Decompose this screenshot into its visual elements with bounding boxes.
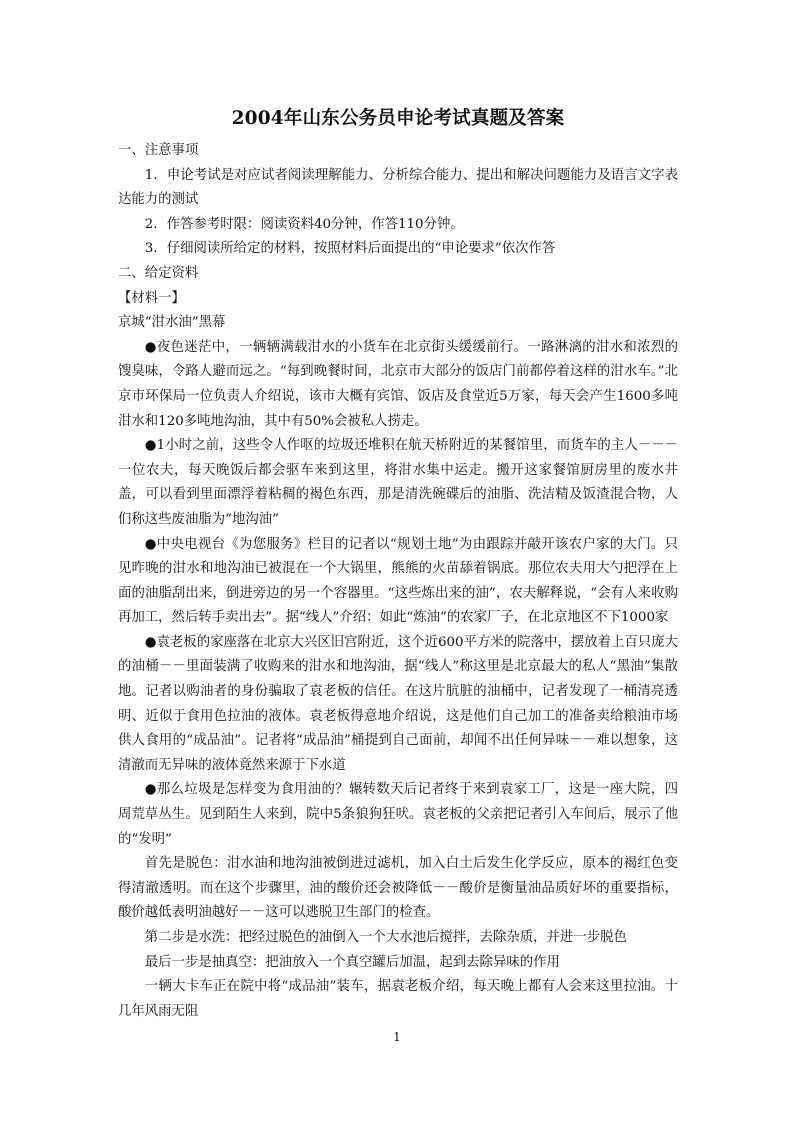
page-number: 1 [393,1030,401,1044]
section-heading: 二、给定资料 [118,265,199,281]
paragraph: 第二步是水洗：把经过脱色的油倒入一个大水池后搅拌，去除杂质，并进一步脱色 [144,930,627,945]
paragraph: 2．作答参考时限：阅读资料40分钟，作答110分钟。 [144,216,464,232]
section-heading: 京城“泔水油”黑幕 [118,315,226,331]
paragraph: ●中央电视台《为您服务》栏目的记者以“规划土地”为由跟踪并敲开该农户家的大门。只见昨晚的泔水和地沟油已被混在一个大锅里，熊熊的火苗舔着锅底。那位农夫用大勺把浮在上面的油脂刮出来，倒进旁边的另一个容器里。“这些炼出来的油”，农夫解释说，“会有人来收购再加工，然后转手卖出去”。据“线人”介绍：如此“炼油”的农家厂子，在北京地区不下1000家 [118,536,678,626]
paragraph: 1．申论考试是对应试者阅读理解能力、分析综合能力、提出和解决问题能力及语言文字表达能力的测试 [118,167,678,208]
paragraph: 3．仔细阅读所给定的材料，按照材料后面提出的“申论要求”依次作答 [144,241,556,257]
paragraph-list [118,139,678,1024]
paragraph: ●夜色迷茫中，一辆辆满载泔水的小货车在北京街头缓缓前行。一路淋漓的泔水和浓烈的馊臭味，令路人避而远之。“每到晚餐时间，北京市大部分的饭店门前都停着这样的泔水车。”北京市环保局一位负责人介绍说，该市大概有宾馆、饭店及食堂近5万家，每天会产生1600多吨泔水和120多吨地沟油，其中有50%会被私人捞走。 [118,339,678,429]
paragraph: ●1小时之前，这些令人作呕的垃圾还堆积在航天桥附近的某餐馆里，而货车的主人－－－一位农夫，每天晚饭后都会驱车来到这里，将泔水集中运走。搬开这家餐馆厨房里的废水井盖，可以看到里面漂浮着粘稠的褐色东西，那是清洗碗碟后的油脂、洗洁精及饭渣混合物，人们称这些废油脂为“地沟油” [118,438,678,527]
section-heading: 【材料一】 [118,290,185,306]
paragraph: ●那么垃圾是怎样变为食用油的？辗转数天后记者终于来到袁家工厂，这是一座大院，四周荒草丛生。见到陌生人来到，院中5条狼狗狂吠。袁老板的父亲把记者引入车间后，展示了他的“发明” [118,782,678,847]
section-heading: 一、注意事项 [118,143,199,158]
document-title: 2004年山东公务员申论考试真题及答案 [231,108,565,129]
document-body [118,106,678,1024]
paragraph: 最后一步是抽真空：把油放入一个真空罐后加温，起到去除异味的作用 [144,954,560,970]
paragraph: 一辆大卡车正在院中将“成品油”装车，据袁老板介绍，每天晚上都有人会来这里拉油。十几年风雨无阻 [118,979,678,1019]
paragraph: ●袁老板的家座落在北京大兴区旧宫附近，这个近600平方米的院落中，摆放着上百只庞大的油桶－－里面装满了收购来的泔水和地沟油，据“线人”称这里是北京最大的私人“黑油”集散地。记者以购油者的身份骗取了袁老板的信任。在这片肮脏的油桶中，记者发现了一桶清亮透明、近似于食用色拉油的液体。袁老板得意地介绍说，这是他们自己加工的准备卖给粮油市场供人食用的“成品油”。记者将“成品油”桶提到自己面前，却闻不出任何异味－－难以想象，这清澈而无异味的液体竟然来源于下水道 [118,634,678,773]
paragraph: 首先是脱色：泔水油和地沟油被倒进过滤机，加入白土后发生化学反应，原本的褐红色变得清澈透明。而在这个步骤里，油的酸价还会被降低－－酸价是衡量油品质好坏的重要指标，酸价越低表明油越好－－这可以逃脱卫生部门的检查。 [118,856,678,921]
